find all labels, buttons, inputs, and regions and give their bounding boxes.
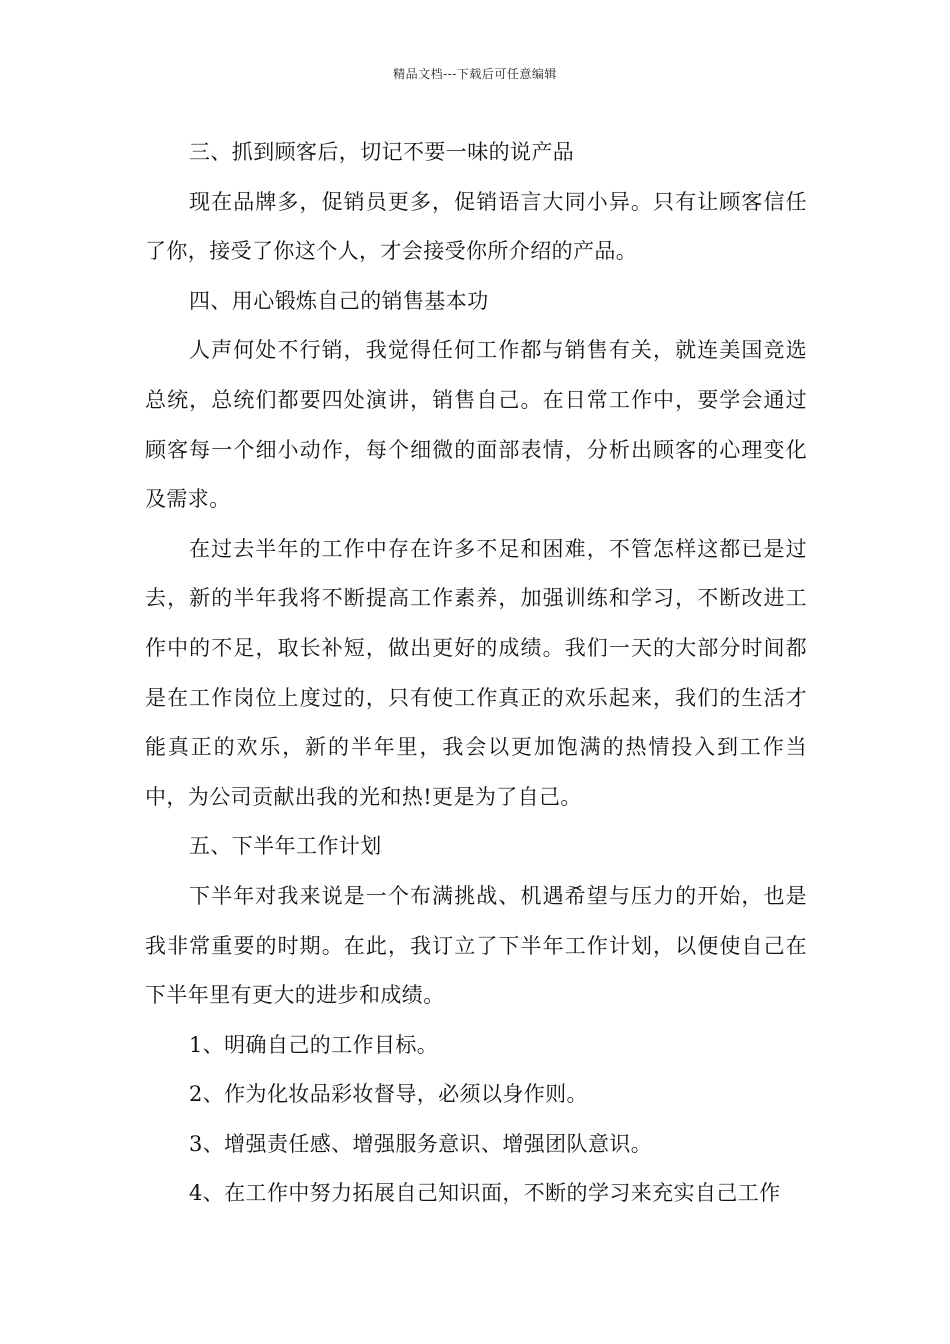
paragraph-4: 下半年对我来说是一个布满挑战、机遇希望与压力的开始，也是我非常重要的时期。在此，我订立了下半年工作计划，以便使自己在下半年里有更大的进步和成绩。 xyxy=(145,883,807,1008)
section-heading-3: 三、抓到顾客后，切记不要一味的说产品 xyxy=(189,140,575,164)
list-item-1: 1、明确自己的工作目标。 xyxy=(189,1032,439,1057)
document-body xyxy=(145,128,807,1219)
list-item-3: 3、增强责任感、增强服务意识、增强团队意识。 xyxy=(189,1131,653,1156)
paragraph-2: 人声何处不行销，我觉得任何工作都与销售有关，就连美国竞选总统，总统们都要四处演讲，销售自己。在日常工作中，要学会通过顾客每一个细小动作，每个细微的面部表情，分析出顾客的心理变化及需求。 xyxy=(145,338,807,512)
list-item-2: 2、作为化妆品彩妆督导，必须以身作则。 xyxy=(189,1082,588,1107)
paragraph-1: 现在品牌多，促销员更多，促销语言大同小异。只有让顾客信任了你，接受了你这个人，才会接受你所介绍的产品。 xyxy=(145,189,807,264)
section-heading-4: 四、用心锻炼自己的销售基本功 xyxy=(189,288,489,313)
page-header: 精品文档---下载后可任意编辑 xyxy=(393,67,557,81)
paragraph-3: 在过去半年的工作中存在许多不足和困难，不管怎样这都已是过去，新的半年我将不断提高工作素养，加强训练和学习，不断改进工作中的不足，取长补短，做出更好的成绩。我们一天的大部分时间都是在工作岗位上度过的，只有使工作真正的欢乐起来，我们的生活才能真正的欢乐，新的半年里，我会以更加饱满的热情投入到工作当中，为公司贡献出我的光和热!更是为了自己。 xyxy=(145,536,807,809)
list-item-4: 4、在工作中努力拓展自己知识面，不断的学习来充实自己工作 xyxy=(189,1181,781,1206)
section-heading-5: 五、下半年工作计划 xyxy=(189,834,382,859)
